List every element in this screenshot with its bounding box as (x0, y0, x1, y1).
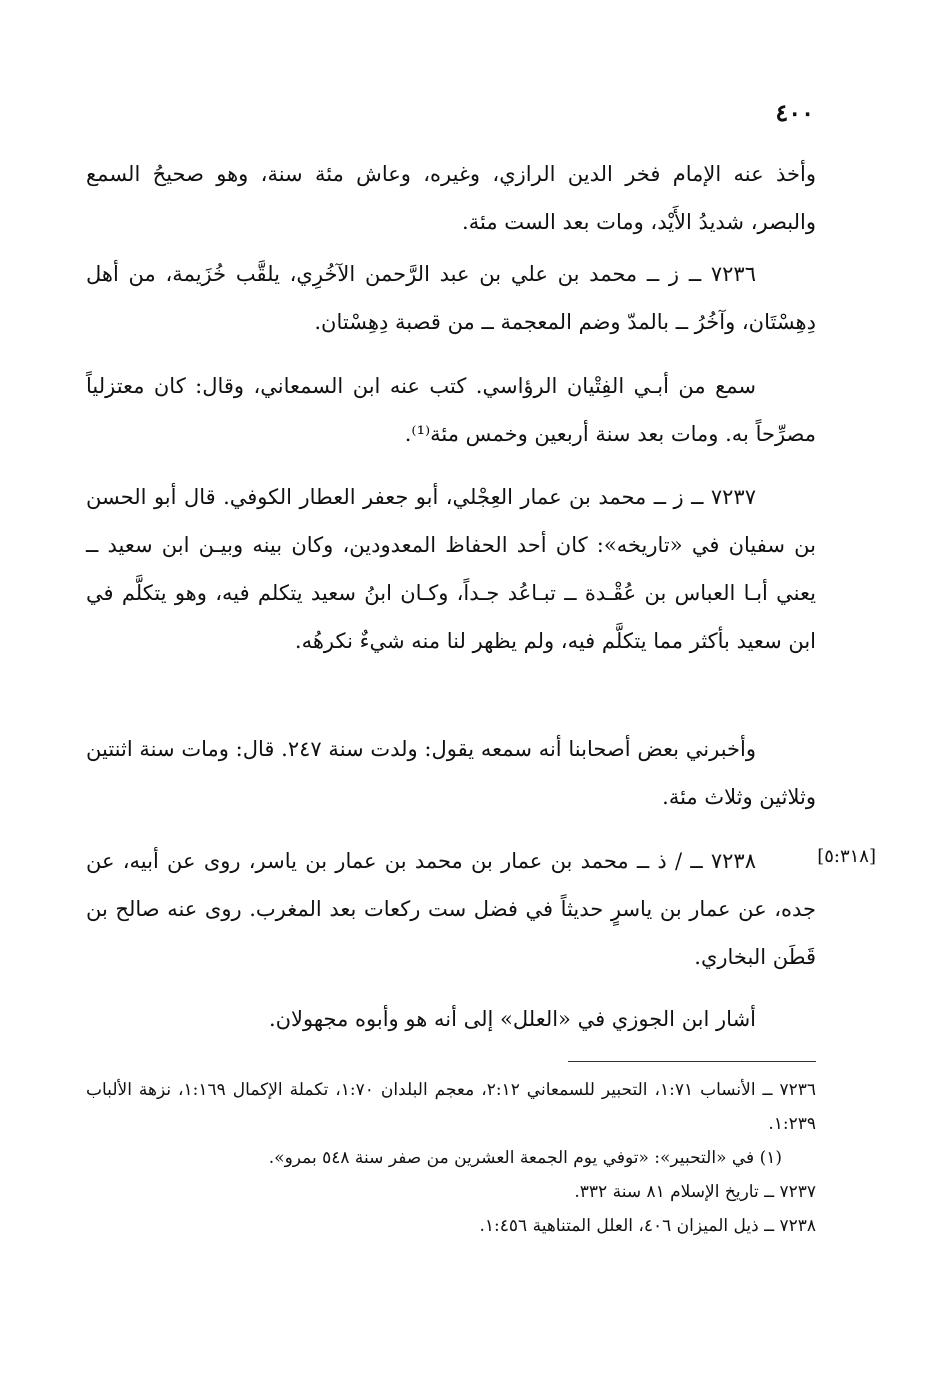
entry-7238-body (86, 995, 816, 1043)
entry-heading-text: ٧٢٣٨ ــ / ذ ــ محمد بن عمار بن محمد بن عمار بن ياسر، روى عن أبيه، عن جده، عن عمار بن ياسرٍ حديثاً في فضل ست ركعات بعد المغرب. روى عنه صالح بن قَطَن البخاري. (86, 849, 816, 969)
margin-reference: [٥:٣١٨] (817, 846, 876, 867)
footnote-7237: ٧٢٣٧ ــ تاريخ الإسلام ٨١ سنة ٣٣٢. (574, 1182, 816, 1202)
entry-7238 (86, 837, 816, 981)
entry-7237-body (86, 725, 816, 821)
footnote-divider (568, 1061, 816, 1062)
footnote-1: (١) في «التحبير»: «توفي يوم الجمعة العشرين من صفر سنة ٥٤٨ بمرو». (268, 1148, 782, 1168)
footnote-7236: ٧٢٣٦ ــ الأنساب ١:٧١، التحبير للسمعاني ٢:١٢، معجم البلدان ١:٧٠، تكملة الإكمال ١:١٦٩، نزهة الألباب ١:٢٣٩. (86, 1080, 817, 1134)
paragraph-continuation (86, 150, 816, 246)
paragraph-text: وأخبرني بعض أصحابنا أنه سمعه يقول: ولدت سنة ٢٤٧. قال: ومات سنة اثنتين وثلاثين وثلاث مئة. (86, 737, 816, 809)
paragraph-text: سمع من أبـي الفِتْيان الرؤاسي. كتب عنه ابن السمعاني، وقال: كان معتزلياً مصرِّحاً به. ومات بعد سنة أربعين وخمس مئة⁽¹⁾. (86, 374, 816, 446)
entry-heading-text: ٧٢٣٧ ــ ز ــ محمد بن عمار العِجْلي، أبو جعفر العطار الكوفي. قال أبو الحسن بن سفيان في «تاريخه»: كان أحد الحفاظ المعدودين، وكان بينه وبيـن ابن سعيد ــ يعني أبـا العباس بن عُقْـدة ــ تبـاعُد جـداً، وكـان ابنُ سعيد يتكلم فيه، وهو يتكلَّم في ابن سعيد بأكثر مما يتكلَّم فيه، ولم يظهر لنا منه شيءٌ نكرهُه. (86, 485, 816, 653)
entry-7237 (86, 473, 816, 665)
entry-7236-body (86, 362, 816, 458)
footnote-7238: ٧٢٣٨ ــ ذيل الميزان ٤٠٦، العلل المتناهية ١:٤٥٦. (479, 1216, 816, 1236)
footnotes (86, 1073, 816, 1243)
page-number: ٤٠٠ (775, 98, 814, 127)
paragraph-text: وأخذ عنه الإمام فخر الدين الرازي، وغيره، وعاش مئة سنة، وهو صحيحُ السمع والبصر، شديدُ الأَيْد، ومات بعد الست مئة. (86, 162, 816, 234)
paragraph-text: أشار ابن الجوزي في «العلل» إلى أنه هو وأبوه مجهولان. (268, 1007, 756, 1031)
entry-heading-text: ٧٢٣٦ ــ ز ــ محمد بن علي بن عبد الرَّحمن الآخُرِي، يلقَّب خُزَيمة، من أهل دِهِسْتَان، وآخُرُ ــ بالمدّ وضم المعجمة ــ من قصبة دِهِسْتان. (86, 262, 816, 334)
entry-7236 (86, 250, 816, 346)
